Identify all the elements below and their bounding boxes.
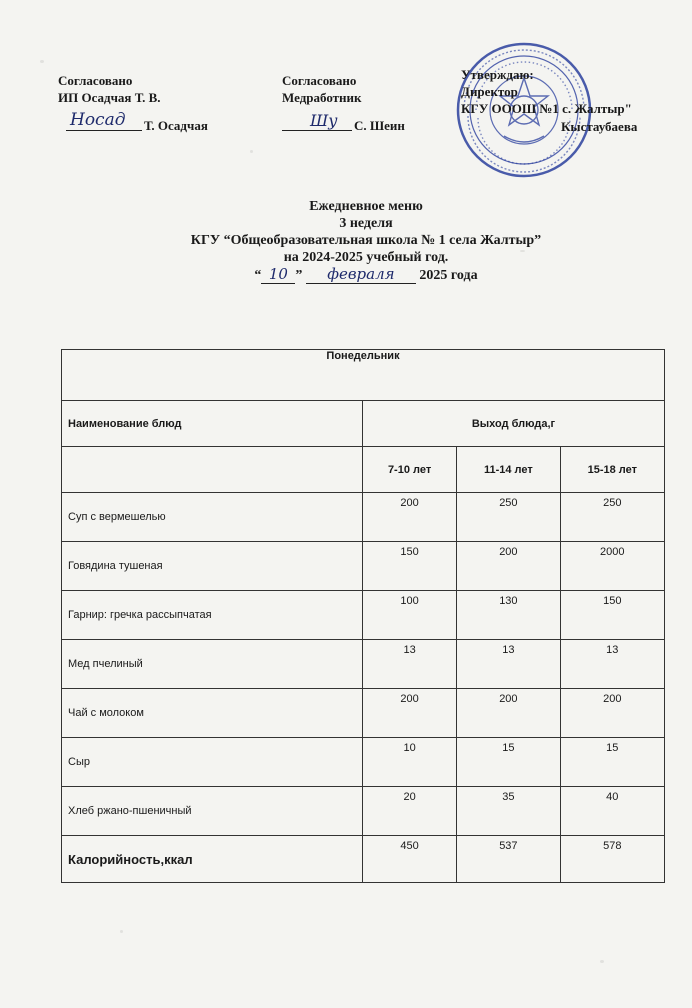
portion-value: 150 [363, 542, 457, 591]
portion-value: 40 [560, 787, 664, 836]
approval-ip [58, 72, 238, 142]
table-row [62, 689, 665, 738]
age-group-header: 7-10 лет [363, 447, 457, 493]
date-day: 10 [261, 266, 295, 284]
portion-value: 20 [363, 787, 457, 836]
approval-organization: КГУ ОООШ №1 с. Жалтыр" [461, 101, 632, 116]
dish-name: Суп с вермешелью [62, 493, 363, 542]
menu-header [100, 198, 632, 284]
calories-value: 450 [363, 836, 457, 883]
handwritten-signature: Носад [70, 110, 126, 130]
portion-value: 13 [457, 640, 560, 689]
approval-title: Согласовано [58, 73, 133, 88]
approval-title: Согласовано [282, 73, 357, 88]
column-header-dish: Наименование блюд [62, 401, 363, 447]
signatory-name: С. Шеин [354, 118, 405, 133]
table-row [62, 738, 665, 787]
dish-name: Мед пчелиный [62, 640, 363, 689]
handwritten-signature: Шу [310, 111, 338, 130]
scan-speck [120, 930, 123, 933]
portion-value: 35 [457, 787, 560, 836]
dish-name: Говядина тушеная [62, 542, 363, 591]
dish-name: Сыр [62, 738, 363, 787]
dish-name: Чай с молоком [62, 689, 363, 738]
age-group-header: 11-14 лет [457, 447, 560, 493]
portion-value: 2000 [560, 542, 664, 591]
table-row [62, 787, 665, 836]
approval-role: Медработник [282, 90, 362, 105]
table-row [62, 591, 665, 640]
scan-speck [600, 960, 604, 963]
portion-value: 15 [457, 738, 560, 787]
portion-value: 200 [457, 542, 560, 591]
approval-title: Утверждаю: [461, 67, 534, 82]
approval-role: Директор [461, 84, 518, 99]
portion-value: 100 [363, 591, 457, 640]
empty-cell [62, 447, 363, 493]
menu-table [61, 349, 665, 883]
portion-value: 150 [560, 591, 664, 640]
calories-label: Калорийность,ккал [62, 836, 363, 883]
table-row [62, 542, 665, 591]
signature-line [66, 130, 142, 131]
date-month: февраля [306, 266, 416, 284]
scan-speck [40, 60, 44, 63]
portion-value: 15 [560, 738, 664, 787]
date-line: “ 10 ” февраля 2025 года [254, 265, 478, 283]
date-year: 2025 года [419, 268, 478, 283]
portion-value: 250 [560, 493, 664, 542]
portion-value: 130 [457, 591, 560, 640]
portion-value: 200 [363, 689, 457, 738]
week-label: 3 неделя [339, 216, 393, 231]
portion-value: 13 [560, 640, 664, 689]
portion-value: 13 [363, 640, 457, 689]
calories-row [62, 836, 665, 883]
approval-role: ИП Осадчая Т. В. [58, 90, 161, 105]
table-row [62, 640, 665, 689]
calories-value: 537 [457, 836, 560, 883]
signatory-name: Т. Осадчая [144, 118, 208, 133]
approval-medic [282, 72, 432, 142]
table-row [62, 493, 665, 542]
document-title: Ежедневное меню [309, 199, 423, 214]
portion-value: 200 [457, 689, 560, 738]
calories-value: 578 [560, 836, 664, 883]
signatory-name: Кыстаубаева [561, 119, 638, 134]
portion-value: 200 [363, 493, 457, 542]
portion-value: 10 [363, 738, 457, 787]
school-name: КГУ “Общеобразовательная школа № 1 села Жалтыр” [190, 233, 542, 248]
school-year: на 2024-2025 учебный год. [283, 250, 449, 265]
dish-name: Гарнир: гречка рассыпчатая [62, 591, 363, 640]
day-of-week: Понедельник [62, 350, 665, 401]
portion-value: 200 [560, 689, 664, 738]
portion-value: 250 [457, 493, 560, 542]
signature-line [282, 130, 352, 131]
age-group-header: 15-18 лет [560, 447, 664, 493]
scan-speck [250, 150, 253, 153]
dish-name: Хлеб ржано-пшеничный [62, 787, 363, 836]
approval-director [461, 66, 681, 146]
column-header-portion: Выход блюда,г [363, 401, 665, 447]
